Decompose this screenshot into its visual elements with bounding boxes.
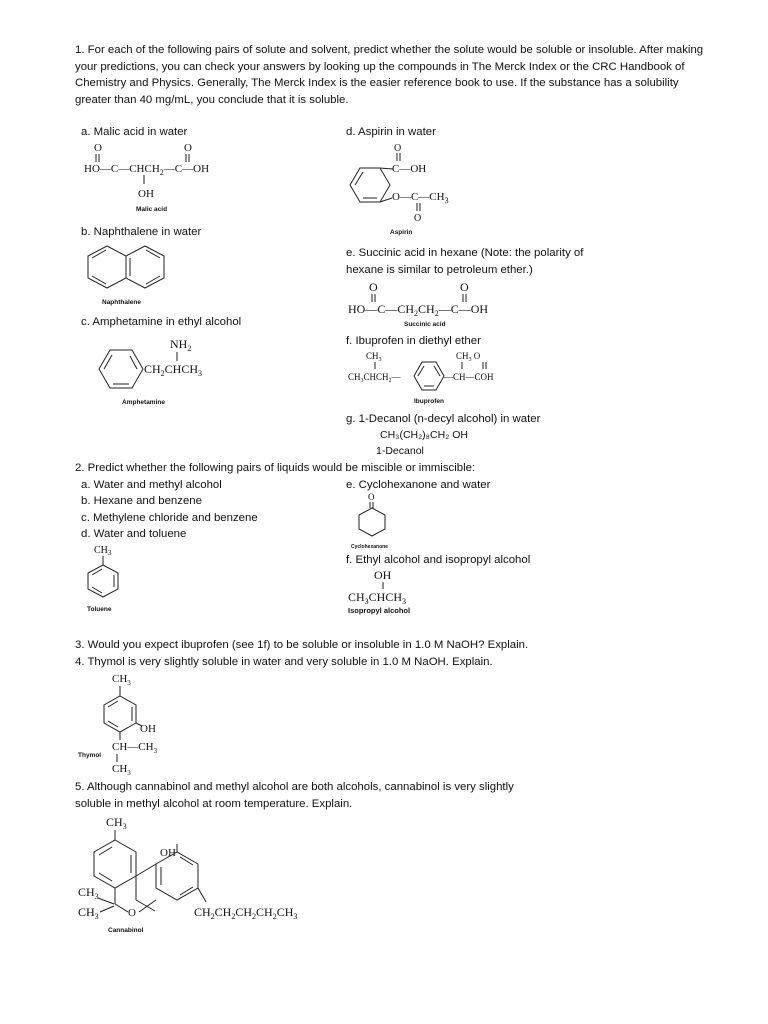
aspirin-caption: Aspirin	[390, 229, 413, 236]
q5-line2: soluble in methyl alcohol at room temperature. Explain.	[75, 798, 353, 810]
iso-chain: $CH_3CHCH_3$	[348, 590, 407, 606]
q2-intro: 2. Predict whether the following pairs of liquids would be miscible or immiscible:	[75, 462, 476, 474]
malic-oh: OH	[138, 188, 154, 200]
q1b-label: b. Naphthalene in water	[81, 226, 202, 238]
q2c-label: c. Methylene chloride and benzene	[81, 512, 258, 524]
succ-o1: O	[369, 280, 378, 294]
cann-oh: OH	[160, 847, 176, 859]
toluene-caption: Toluene	[87, 606, 112, 613]
malic-chain: $HO—C—CHCH_2—C—OH$	[84, 163, 210, 177]
decanol-name: 1-Decanol	[376, 445, 424, 457]
cannabinol-caption: Cannabinol	[108, 927, 144, 934]
malic-acid-caption: Malic acid	[136, 206, 168, 213]
cyc-o: O	[368, 492, 375, 502]
amphetamine-caption: Amphetamine	[122, 399, 165, 406]
cann-ch3-b: $CH_3$	[78, 905, 99, 921]
thy-ch3-bot: $CH_3$	[112, 763, 131, 777]
ibuprofen-caption: Ibuprofen	[414, 398, 444, 405]
thymol-caption: Thymol	[78, 752, 102, 759]
asp-o-top: O	[394, 143, 402, 154]
q2e-label: e. Cyclohexanone and water	[346, 479, 491, 491]
q2d-label: d. Water and toluene	[81, 528, 187, 540]
cann-o: O	[128, 907, 136, 919]
ibu-left-chain: $CH_3CHCH_2—$	[348, 372, 401, 384]
amph-nh2: $NH_2$	[170, 337, 192, 353]
q1e-label-line1: e. Succinic acid in hexane (Note: the polarity of	[346, 247, 584, 259]
q2b-label: b. Hexane and benzene	[81, 495, 202, 507]
thy-oh: OH	[140, 723, 156, 735]
q1g-label: g. 1-Decanol (n-decyl alcohol) in water	[346, 413, 541, 425]
q2f-label: f. Ethyl alcohol and isopropyl alcohol	[346, 554, 531, 566]
ibu-ch3-left: $CH_3$	[366, 351, 382, 363]
q1a-label: a. Malic acid in water	[81, 126, 188, 138]
decanol-formula: CH₃(CH₂)₈CH₂ OH	[380, 429, 468, 441]
cann-ch3-a: $CH_3$	[78, 885, 99, 901]
q1-intro: 1. For each of the following pairs of solute and solvent, predict whether the solute would be soluble or insoluble. After making your predictions, you can check your answers by looking up the compounds in The Merck Index or the CRC Handbook of Chemistry and Physics. Generally, The Merck Index is the easier reference book to use. If the substance has a solubility greater than 40 mg/mL, you conclude that it is soluble.	[75, 44, 704, 106]
naphthalene-caption: Naphthalene	[102, 299, 142, 306]
q3-text: 3. Would you expect ibuprofen (see 1f) to be soluble or insoluble in 1.0 M NaOH? Explain.	[75, 639, 529, 651]
cann-pentyl: $CH_2CH_2CH_2CH_2CH_3$	[194, 905, 298, 921]
ibu-ch3-right: $CH_3$ O	[456, 351, 481, 363]
q1d-label: d. Aspirin in water	[346, 126, 436, 138]
amph-chain: $CH_2CHCH_3$	[144, 362, 203, 378]
q2a-label: a. Water and methyl alcohol	[81, 479, 222, 491]
q4-text: 4. Thymol is very slightly soluble in water and very soluble in 1.0 M NaOH. Explain.	[75, 656, 493, 668]
succ-chain: $HO—C—CH_2CH_2—C—OH$	[348, 302, 489, 318]
malic-o1: O	[94, 142, 102, 154]
cann-ch3-top: $CH_3$	[106, 815, 127, 831]
succ-o2: O	[460, 280, 469, 294]
thy-ch: $CH—CH_3$	[112, 741, 158, 755]
malic-o2: O	[184, 142, 192, 154]
asp-ester: $O—C—CH_3$	[392, 191, 449, 205]
asp-cooh: C—OH	[392, 163, 427, 175]
q1f-label: f. Ibuprofen in diethyl ether	[346, 335, 481, 347]
q5-line1: 5. Although cannabinol and methyl alcohol are both alcohols, cannabinol is very slightly	[75, 781, 514, 793]
cyclohexanone-caption: Cyclohexanone	[351, 544, 388, 550]
thy-ch3-top: $CH_3$	[112, 673, 131, 687]
tol-ch3: $CH_3$	[94, 545, 112, 557]
q1e-label-line2: hexane is similar to petroleum ether.)	[346, 264, 533, 276]
isopropyl-alcohol-caption: Isopropyl alcohol	[348, 606, 411, 615]
iso-oh: OH	[374, 568, 392, 582]
succinic-acid-caption: Succinic acid	[404, 321, 446, 328]
ibu-acid: —CH—COH	[444, 372, 494, 382]
q1c-label: c. Amphetamine in ethyl alcohol	[81, 316, 242, 328]
asp-o-bot: O	[414, 213, 422, 224]
